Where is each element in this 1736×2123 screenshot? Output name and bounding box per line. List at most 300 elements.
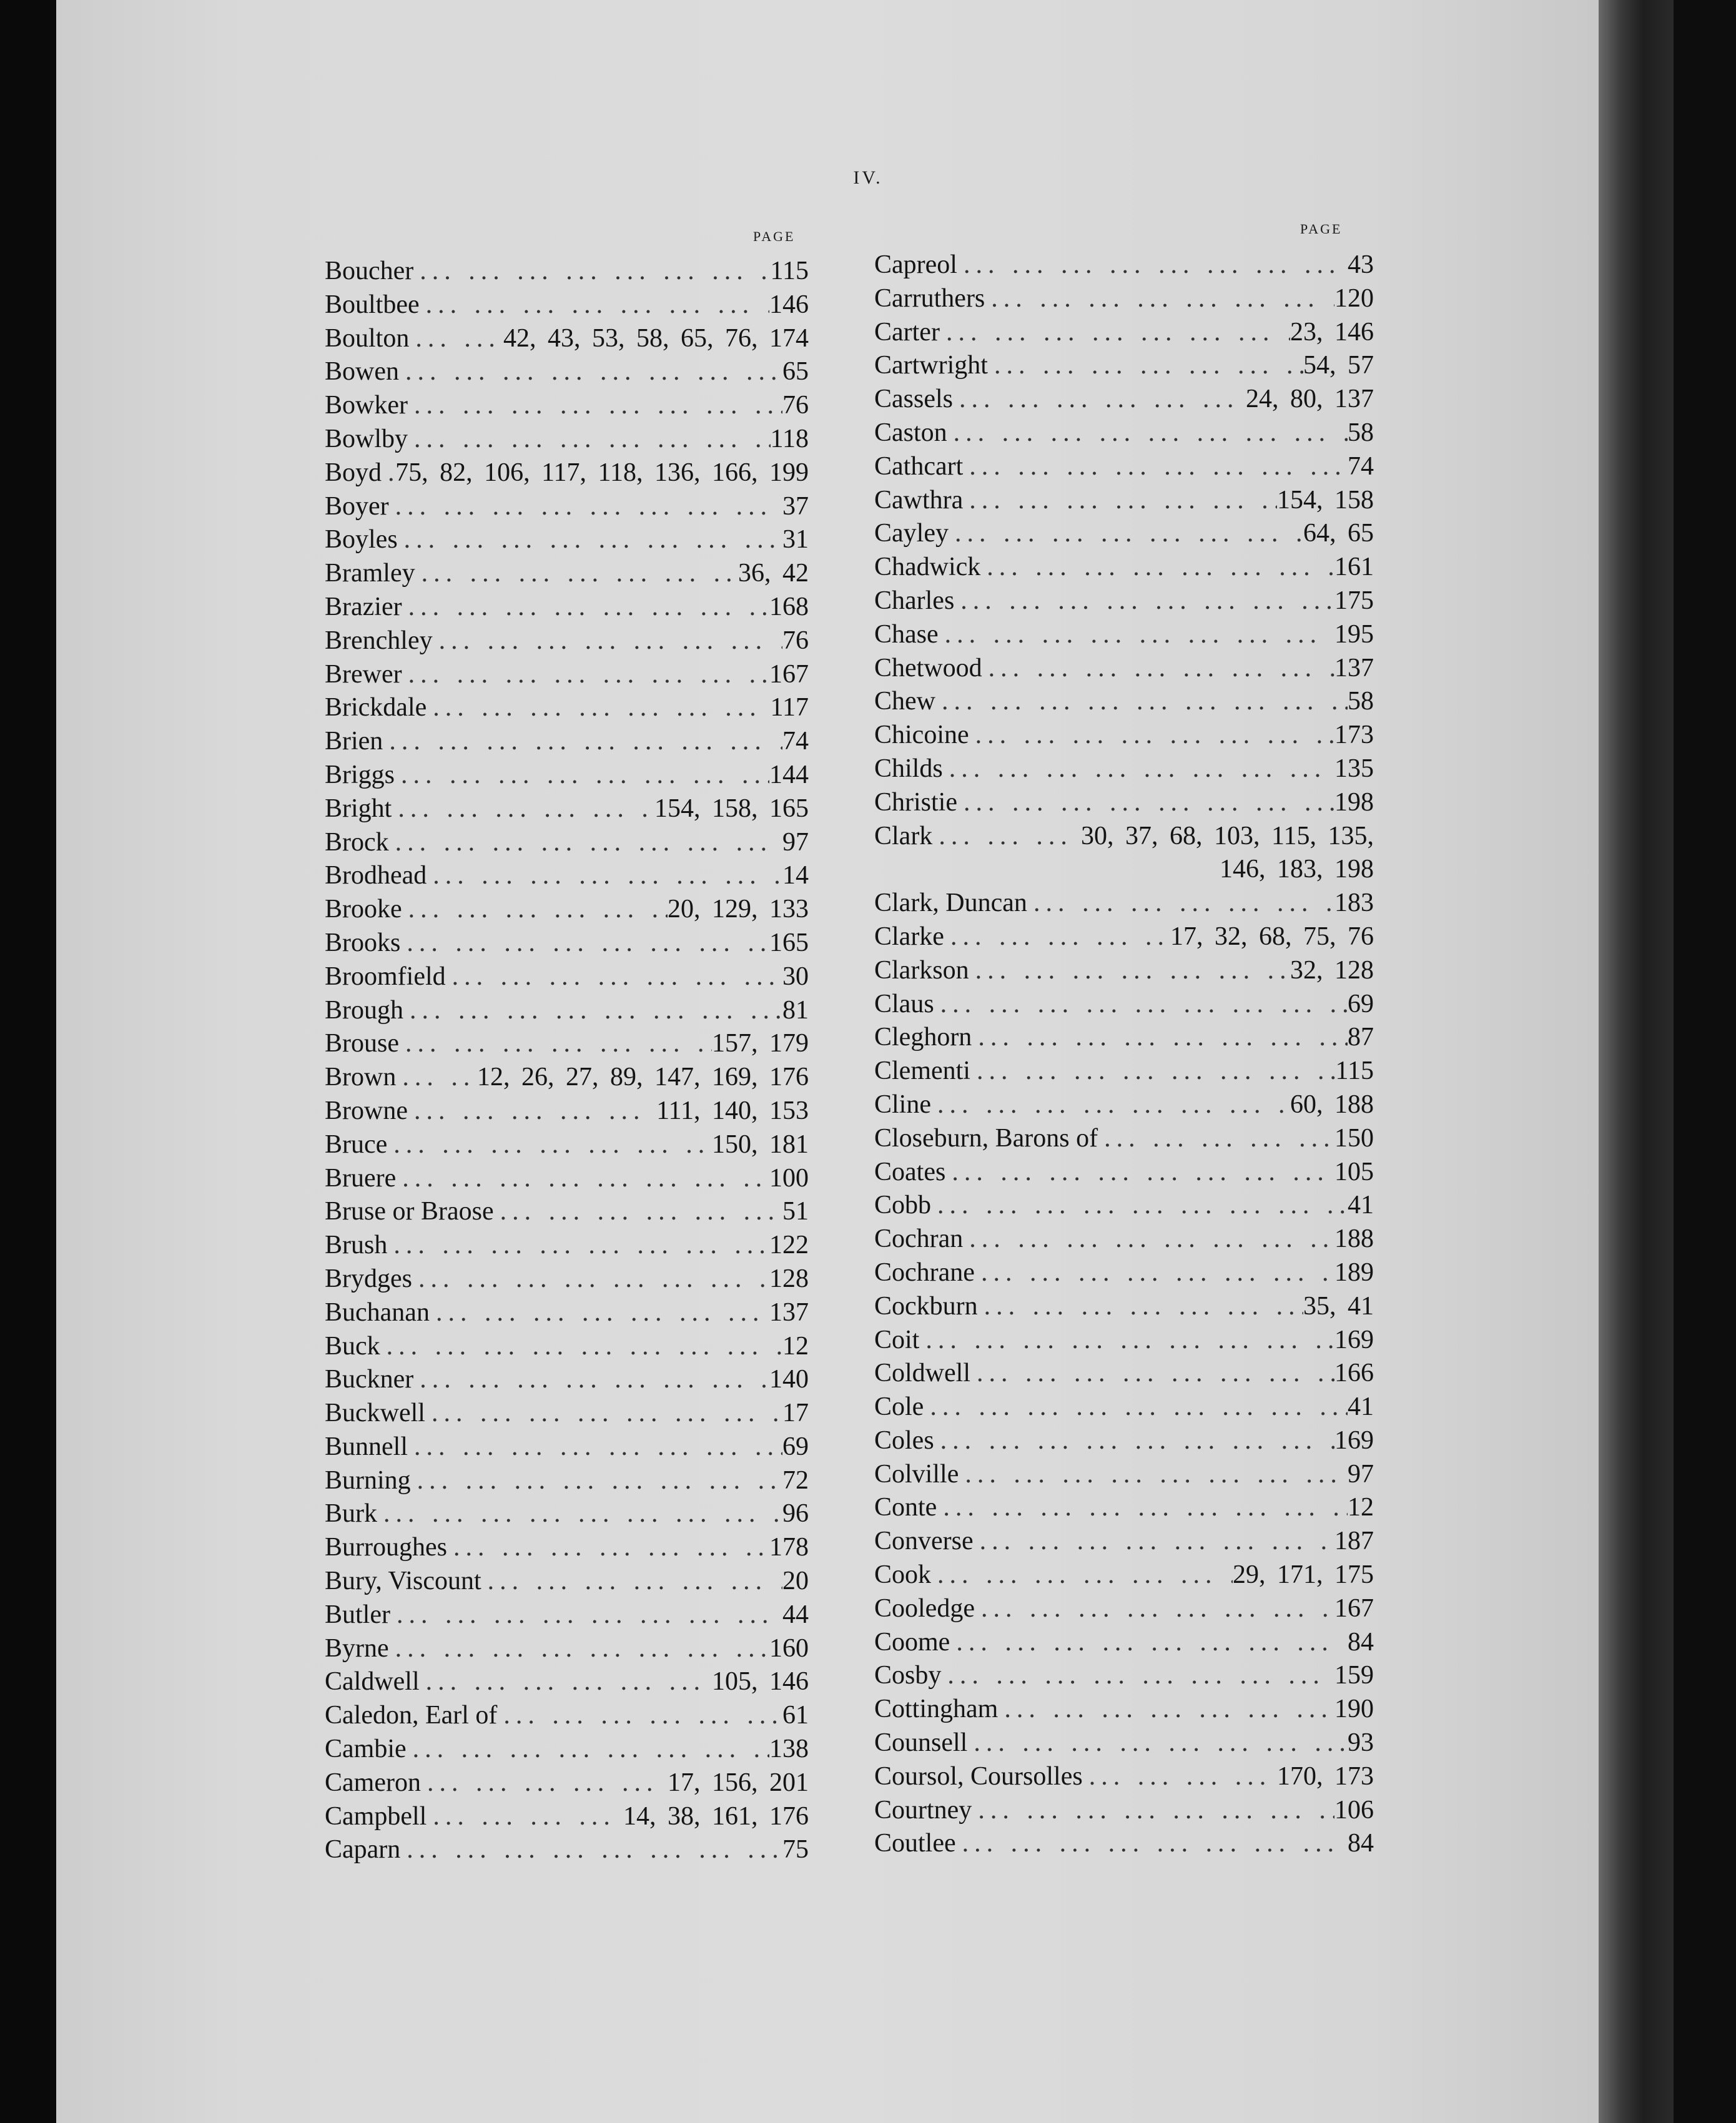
entry-surname: Cochrane [874,1258,975,1287]
entry-page-numbers: 188 [1334,1224,1374,1254]
entry-surname: Brenchley [325,626,433,655]
index-entry [874,584,1374,618]
index-entry [874,349,1374,383]
dot-leader [396,1061,477,1095]
dot-leader [972,1794,1334,1828]
dot-leader [969,954,1290,988]
entry-page-numbers: 69 [1348,989,1374,1018]
entry-surname: Brush [325,1231,388,1260]
entry-page-numbers: 105 [1334,1157,1374,1186]
entry-surname: Clark [874,821,933,850]
dot-leader [415,557,738,591]
index-entry [325,1733,809,1766]
index-entry [325,591,809,624]
entry-page-numbers: 154, 158, 165 [654,794,809,823]
index-entry [874,820,1374,854]
scan-border-right [1674,0,1736,2123]
entry-surname: Boyd [325,458,382,487]
entry-surname: Cayley [874,519,949,548]
entry-page-numbers: 44 [782,1600,809,1629]
dot-leader [396,1162,769,1196]
dot-leader [413,1363,769,1397]
dot-leader [402,658,769,692]
dot-leader [380,1330,782,1364]
dot-leader [931,1088,1290,1122]
entry-page-numbers: 14 [782,861,809,890]
index-entry [874,652,1374,686]
entry-surname: Cassels [874,385,953,414]
index-entry [325,927,809,960]
index-entry [325,624,809,658]
entry-surname: Cole [874,1392,924,1422]
entry-page-numbers: 51 [782,1197,809,1226]
entry-surname: Brydges [325,1264,412,1293]
entry-page-numbers: 97 [1348,1459,1374,1489]
entry-surname: Carter [874,317,940,347]
entry-surname: Cartwright [874,351,988,380]
dot-leader [387,1128,712,1162]
index-entry [325,1464,809,1498]
entry-page-numbers: 168 [769,592,809,621]
dot-leader [382,456,395,490]
entry-page-numbers: 135 [1334,754,1374,783]
entry-surname: Caldwell [325,1667,420,1697]
dot-leader [398,523,782,557]
entry-surname: Brouse [325,1029,399,1058]
entry-page-numbers: 167 [1334,1593,1374,1623]
entry-page-numbers: 17, 156, 201 [668,1768,809,1797]
dot-leader [919,1324,1334,1357]
index-entry [325,1632,809,1666]
index-entry [325,1397,809,1431]
index-entry [874,853,1374,887]
entry-page-numbers: 74 [1348,451,1374,481]
entry-surname: Bramley [325,559,415,588]
entry-surname: Conte [874,1493,937,1522]
entry-page-numbers: 150 [1334,1123,1374,1153]
entry-page-numbers: 65 [782,357,809,387]
scan-border-left [0,0,56,2123]
index-entry [874,1021,1374,1055]
right-column-page-heading: PAGE [1300,221,1343,237]
entry-surname: Brooks [325,928,401,957]
entry-surname: Burning [325,1465,411,1495]
index-entry [874,685,1374,719]
entry-page-numbers: 154, 158 [1277,485,1374,515]
entry-page-numbers: 41 [1348,1392,1374,1422]
entry-page-numbers: 35, 41 [1303,1291,1374,1321]
index-entry [874,1122,1374,1156]
index-entry [874,1223,1374,1256]
entry-page-numbers: 20 [782,1567,809,1596]
dot-leader [940,316,1290,350]
dot-leader [446,960,782,994]
dot-leader [447,1531,769,1565]
entry-page-numbers: 161 [1334,553,1374,582]
entry-page-numbers: 14, 38, 161, 176 [623,1801,809,1831]
index-entry [325,1800,809,1834]
entry-surname: Browne [325,1096,408,1125]
dot-leader [947,416,1348,450]
dot-leader [941,1659,1334,1693]
entry-surname: Carruthers [874,283,985,313]
dot-leader [383,725,782,759]
entry-surname: Charles [874,586,955,615]
dot-leader [403,994,782,1028]
index-entry [325,523,809,557]
dot-leader [390,1598,782,1632]
entry-page-numbers: 41 [1348,1191,1374,1220]
entry-page-numbers: 138 [769,1735,809,1764]
dot-leader [978,1290,1303,1324]
dot-leader [392,792,654,826]
entry-page-numbers: 23, 146 [1290,317,1374,347]
index-entry [874,1189,1374,1223]
index-entry [874,1055,1374,1088]
entry-surname: Cosby [874,1661,942,1690]
dot-leader [975,1592,1334,1626]
index-entry [325,658,809,692]
index-entry [325,994,809,1028]
dot-leader [980,551,1334,584]
entry-page-numbers: 122 [769,1231,809,1260]
index-entry [874,1794,1374,1828]
dot-leader [395,759,769,792]
index-entry [325,1263,809,1296]
index-entry [874,1592,1374,1626]
entry-surname: Cockburn [874,1291,978,1321]
entry-page-numbers: 165 [769,928,809,957]
dot-leader [402,591,769,624]
entry-page-numbers: 120 [1334,283,1374,313]
dot-leader [387,1229,769,1263]
index-entry [874,416,1374,450]
entry-surname: Buckwell [325,1399,425,1428]
entry-surname: Brewer [325,659,402,689]
index-entry [874,1626,1374,1660]
entry-surname: Bright [325,794,392,823]
entry-page-numbers: 160 [769,1633,809,1663]
entry-surname: Coles [874,1426,934,1455]
entry-surname: Burroughes [325,1533,447,1562]
entry-page-numbers: 96 [782,1499,809,1529]
entry-surname: Boulton [325,323,410,353]
entry-surname: Coursol, Coursolles [874,1761,1083,1791]
dot-leader [969,719,1334,752]
index-entry [874,1693,1374,1726]
dot-leader [412,1263,769,1296]
dot-leader [982,652,1334,686]
entry-page-numbers: 17, 32, 68, 75, 76 [1170,922,1374,951]
dot-leader [975,1256,1334,1290]
entry-page-numbers: 157, 179 [712,1029,809,1058]
entry-surname: Clark, Duncan [874,889,1027,918]
entry-page-numbers: 178 [769,1533,809,1562]
entry-surname: Bruse or Braose [325,1197,494,1226]
entry-surname: Cobb [874,1191,932,1220]
entry-surname: Boyer [325,491,389,521]
index-entry [325,1027,809,1061]
index-entry [874,517,1374,551]
index-entry [325,1162,809,1196]
dot-leader [937,1491,1348,1525]
index-entry [874,484,1374,518]
entry-surname: Chadwick [874,553,981,582]
index-entry [874,1760,1374,1794]
index-entry [325,389,809,423]
index-entry [325,826,809,860]
dot-leader [957,249,1348,282]
entry-page-numbers: 111, 140, 153 [656,1096,809,1125]
entry-page-numbers: 115 [1335,1057,1374,1086]
entry-page-numbers: 76 [782,391,809,420]
entry-surname: Campbell [325,1801,427,1831]
index-entry [874,1659,1374,1693]
dot-leader [413,255,770,288]
entry-page-numbers: 87 [1348,1023,1374,1052]
entry-surname: Bruce [325,1130,388,1159]
index-entry [325,893,809,927]
entry-page-numbers: 137 [769,1298,809,1327]
entry-surname: Christie [874,787,957,817]
entry-page-numbers: 93 [1348,1728,1374,1758]
entry-surname: Buck [325,1331,380,1361]
dot-leader [949,517,1303,551]
index-entry [874,1290,1374,1324]
dot-leader [957,786,1334,820]
entry-page-numbers: 24, 80, 137 [1246,385,1374,414]
entry-page-numbers: 169 [1334,1426,1374,1455]
entry-page-numbers: 17 [782,1399,809,1428]
entry-surname: Cambie [325,1735,407,1764]
dot-leader [950,1626,1348,1660]
entry-page-numbers: 75 [782,1835,809,1864]
index-entry [874,249,1374,282]
dot-leader [970,1357,1334,1391]
index-entry [874,887,1374,920]
entry-surname: Coit [874,1325,920,1354]
dot-leader [433,624,782,658]
entry-surname: Cochran [874,1224,964,1254]
entry-page-numbers: 43 [1348,250,1374,279]
dot-leader [963,450,1348,484]
index-entry [325,456,809,490]
entry-surname: Buchanan [325,1298,430,1327]
dot-leader [934,1424,1334,1458]
dot-leader [970,1055,1336,1088]
entry-surname: Coldwell [874,1359,970,1388]
entry-surname: Brien [325,727,383,756]
index-entry [325,322,809,356]
entry-surname: Brock [325,827,389,857]
entry-surname: Brown [325,1063,397,1092]
dot-leader [954,584,1334,618]
index-entry [325,1095,809,1128]
dot-leader [425,1397,782,1431]
dot-leader [427,1800,623,1834]
dot-leader [408,1431,782,1464]
index-entry [874,1156,1374,1190]
entry-page-numbers: 118 [770,424,809,453]
index-entry [325,1497,809,1531]
entry-page-numbers: 169 [1334,1325,1374,1354]
entry-surname: Boucher [325,257,414,285]
index-entry [874,988,1374,1022]
entry-page-numbers: 54, 57 [1303,351,1374,380]
entry-page-numbers: 58 [1348,687,1374,716]
entry-page-numbers: 100 [769,1163,809,1193]
entry-surname: Coutlee [874,1829,956,1858]
index-entry [325,1431,809,1464]
entry-surname: Chase [874,619,939,649]
index-entry [325,1195,809,1229]
index-entry [874,920,1374,954]
entry-surname: Bunnell [325,1432,408,1461]
dot-leader [400,1833,782,1867]
index-entry [874,752,1374,786]
entry-surname: Clementi [874,1057,970,1086]
entry-surname: Caparn [325,1835,401,1864]
dot-leader [420,288,769,322]
entry-page-numbers: 175 [1334,586,1374,615]
entry-page-numbers: 195 [1334,619,1374,649]
entry-page-numbers: 81 [782,995,809,1025]
entry-page-numbers: 29, 171, 175 [1233,1560,1374,1590]
entry-page-numbers: 187 [1334,1527,1374,1556]
index-entry [325,1833,809,1867]
index-entry [874,282,1374,316]
entry-surname: Cawthra [874,485,964,515]
index-entry [874,551,1374,584]
dot-leader [974,1525,1334,1559]
index-entry [325,1565,809,1598]
dot-leader [972,1021,1348,1055]
entry-page-numbers: 37 [782,491,809,521]
entry-page-numbers: 31 [782,525,809,554]
entry-surname: Caledon, Earl of [325,1701,498,1730]
entry-page-numbers: 20, 129, 133 [668,895,809,924]
dot-leader [985,282,1334,316]
left-index-column [325,255,809,1867]
dot-leader [421,1766,668,1800]
index-entry [325,1128,809,1162]
dot-leader [407,1733,769,1766]
book-spine-shadow [1599,0,1674,2123]
index-entry [325,355,809,389]
index-entry [874,1491,1374,1525]
index-entry [874,1391,1374,1424]
entry-surname: Brough [325,995,403,1025]
entry-surname: Byrne [325,1633,389,1663]
entry-page-numbers: 140 [769,1365,809,1394]
dot-leader [430,1296,769,1330]
entry-surname: Brazier [325,592,402,621]
dot-leader [953,383,1246,416]
entry-surname: Cline [874,1090,931,1119]
entry-page-numbers: 36, 42 [738,559,809,588]
index-entry [325,1598,809,1632]
entry-surname: Burk [325,1499,377,1529]
entry-surname: Cathcart [874,451,964,481]
dot-leader [494,1195,782,1229]
entry-page-numbers: 144 [769,760,809,789]
entry-surname: Coates [874,1157,946,1186]
index-entry [325,1363,809,1397]
entry-page-numbers: 30 [782,962,809,991]
entry-surname: Boultbee [325,290,420,319]
entry-surname: Counsell [874,1728,968,1758]
entry-surname: Cleghorn [874,1023,972,1052]
entry-page-numbers: 72 [782,1465,809,1495]
entry-surname: Brooke [325,895,402,924]
dot-leader [389,826,782,860]
entry-surname: Butler [325,1600,390,1629]
entry-page-numbers: 189 [1334,1258,1374,1287]
dot-leader [939,618,1334,652]
dot-leader [420,1665,712,1699]
dot-leader [932,820,1081,854]
dot-leader [411,1464,782,1498]
dot-leader [934,988,1348,1022]
entry-page-numbers: 84 [1348,1627,1374,1657]
index-entry [874,719,1374,752]
dot-leader [1098,1122,1334,1156]
entry-page-numbers: 146, 183, 198 [1220,855,1374,884]
entry-page-numbers: 173 [1334,721,1374,750]
entry-page-numbers: 12, 26, 27, 89, 147, 169, 176 [477,1063,809,1092]
index-entry [325,1766,809,1800]
entry-surname: Claus [874,989,934,1018]
entry-page-numbers: 166 [1334,1359,1374,1388]
index-entry [874,316,1374,350]
index-entry [874,383,1374,416]
entry-page-numbers: 137 [1334,653,1374,682]
entry-page-numbers: 12 [1348,1493,1374,1522]
index-entry [325,557,809,591]
index-entry [325,255,809,288]
page-number: IV. [853,167,883,188]
entry-surname: Bowker [325,391,408,420]
index-entry [325,792,809,826]
index-entry [874,1088,1374,1122]
entry-surname: Buckner [325,1365,414,1394]
index-entry [325,1699,809,1733]
index-entry [874,1256,1374,1290]
index-entry [325,1296,809,1330]
entry-page-numbers: 170, 173 [1277,1761,1374,1791]
entry-surname: Courtney [874,1795,972,1825]
entry-surname: Childs [874,754,943,783]
entry-page-numbers: 105, 146 [712,1667,809,1697]
index-entry [874,954,1374,988]
right-index-column [874,249,1374,1861]
entry-surname: Chetwood [874,653,982,682]
dot-leader [400,927,769,960]
index-entry [325,423,809,456]
dot-leader [409,322,503,356]
dot-leader [945,1156,1334,1190]
index-entry [325,1665,809,1699]
entry-surname: Cooledge [874,1593,975,1623]
entry-surname: Clarkson [874,955,969,985]
dot-leader [408,389,782,423]
dot-leader [377,1497,782,1531]
dot-leader [481,1565,782,1598]
entry-page-numbers: 42, 43, 53, 58, 65, 76, 174 [503,323,809,353]
entry-page-numbers: 61 [782,1701,809,1730]
dot-leader [1027,887,1334,920]
dot-leader [497,1699,782,1733]
